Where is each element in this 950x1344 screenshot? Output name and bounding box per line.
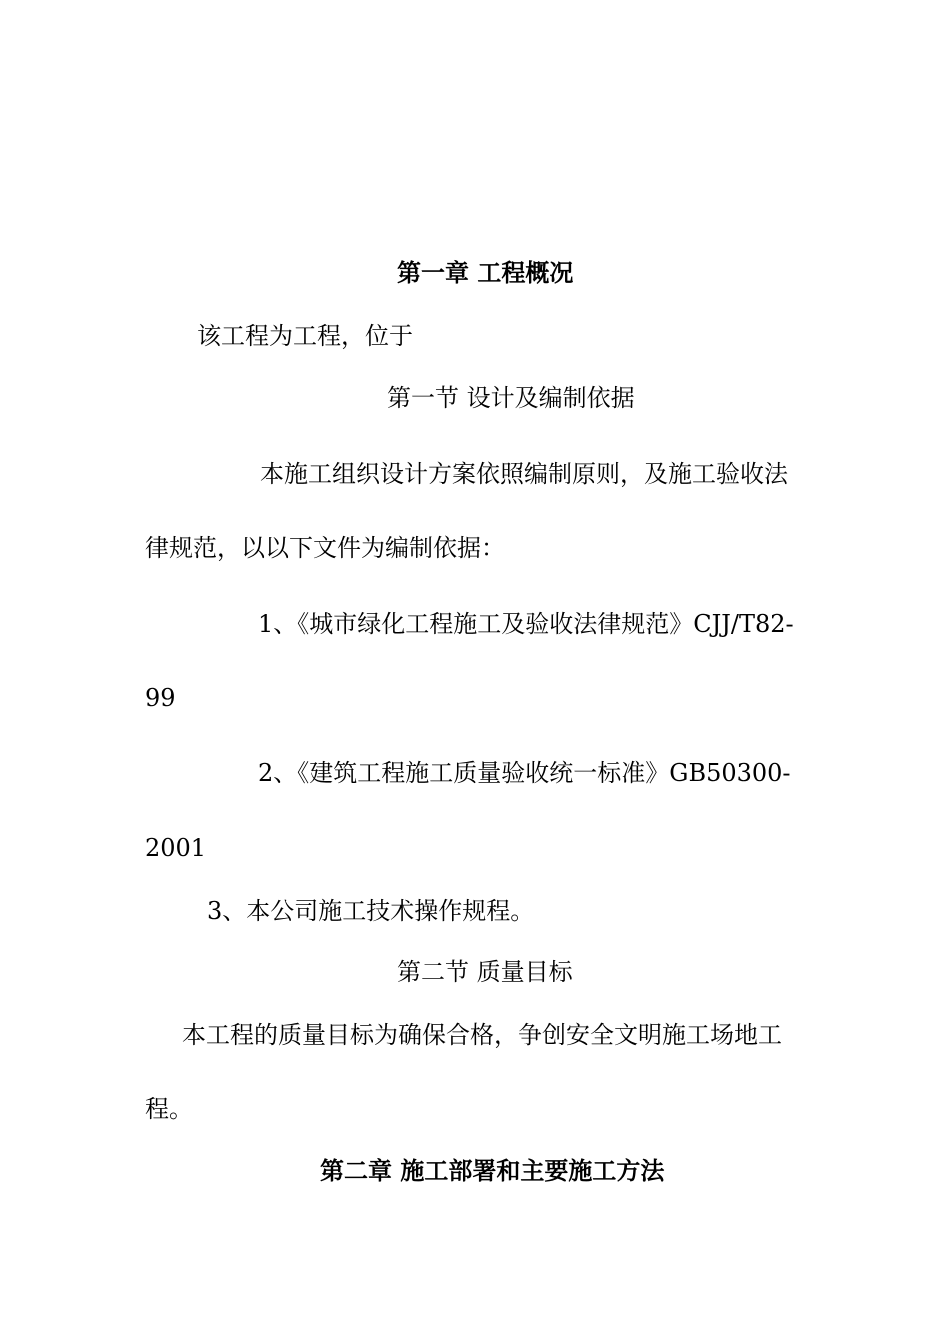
paragraph-2-line-1: 本工程的质量目标为确保合格，争创安全文明施工场地工	[182, 1021, 782, 1049]
intro-paragraph: 该工程为工程，位于	[197, 322, 413, 350]
chapter-1-title: 第一章 工程概况	[397, 258, 574, 287]
list-item-1-line-1: 1、《城市绿化工程施工及验收法律规范》CJJ/T82-	[258, 610, 794, 638]
section-1-title: 第一节 设计及编制依据	[387, 384, 635, 412]
paragraph-1-line-1: 本施工组织设计方案依照编制原则，及施工验收法	[260, 460, 788, 488]
chapter-2-title: 第二章 施工部署和主要施工方法	[320, 1156, 665, 1185]
list-item-3: 3、本公司施工技术操作规程。	[207, 897, 535, 925]
paragraph-2-line-2: 程。	[145, 1095, 193, 1123]
list-item-2-line-2: 2001	[145, 834, 207, 862]
list-item-1-line-2: 99	[145, 684, 176, 712]
list-item-2-line-1: 2、《建筑工程施工质量验收统一标准》GB50300-	[258, 759, 791, 787]
paragraph-1-line-2: 律规范，以以下文件为编制依据：	[145, 534, 505, 562]
section-2-title: 第二节 质量目标	[397, 958, 573, 986]
